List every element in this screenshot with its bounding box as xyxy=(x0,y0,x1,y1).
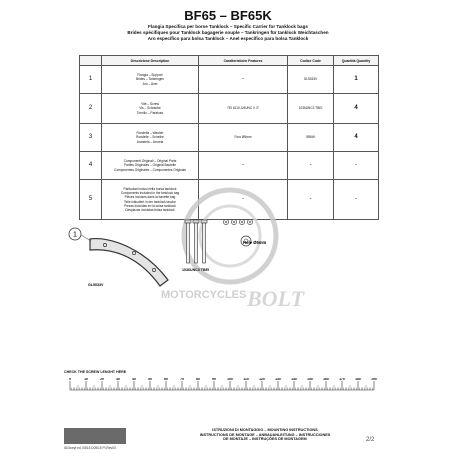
row-code: - xyxy=(288,180,334,220)
table-row xyxy=(80,124,379,152)
row-index: 3 xyxy=(80,124,102,152)
description-line: Desplezas incluidas bolsa tanklock xyxy=(125,207,175,212)
footer-brand-block xyxy=(64,428,126,444)
callout-1 xyxy=(69,228,91,241)
footer-doc-code: IDGiveyt ed. 05/15 D05/15 PI-Rev03 xyxy=(64,446,116,450)
footer-instructions xyxy=(190,428,340,442)
row-index: 1 xyxy=(80,66,102,94)
screw-set xyxy=(185,220,207,263)
screw-code-label: 1036UNC3 TBEI xyxy=(182,268,209,272)
row-index: 4 xyxy=(80,152,102,180)
description-line: Tornillo – Parafuso xyxy=(136,110,164,115)
footer-line: INSTRUCTIONS DE MONTAGE – ANBAUANLEITUNG – INSTRUCCIONES xyxy=(199,432,331,437)
page-subtitle xyxy=(0,24,456,41)
ruler-tick-label: 50 xyxy=(148,378,152,381)
page-number: 2/2 xyxy=(366,437,375,443)
ruler-tick-label: 140 xyxy=(291,378,297,381)
row-code: GL5033V xyxy=(288,66,334,94)
footer-line: ISTRUZIONI DI MONTAGGIO – MOUNTING INSTRUCTIONS xyxy=(212,428,318,432)
table-header-quantity: Quantità Quantity xyxy=(334,56,379,66)
ruler-tick-label: 20 xyxy=(100,378,104,381)
ruler-tick-label: 150 xyxy=(307,378,313,381)
row-description xyxy=(102,124,199,152)
screw-length-ruler xyxy=(64,378,384,418)
description-line: Particolari inclusi nella borsa tanklock xyxy=(123,186,177,191)
washer-detail xyxy=(241,236,267,246)
tank-ring xyxy=(90,239,168,286)
row-features: TEI 6110-3/4UNC X 3" xyxy=(199,94,288,124)
description-line: Flangia – Support xyxy=(137,73,163,78)
table-header-row xyxy=(80,56,379,66)
ruler-tick-label: 80 xyxy=(196,378,200,381)
ruler-tick-label: 180 xyxy=(355,378,361,381)
row-features: Foro Ø5mm xyxy=(199,124,288,152)
description-line: Componentes Originales – Componentes Originais xyxy=(114,167,186,172)
parts-diagram xyxy=(60,214,360,294)
description-line: Pièces incluses dans la bavette bag xyxy=(124,195,176,200)
ruler-ticks xyxy=(69,378,377,390)
row-description xyxy=(102,66,199,94)
ring-code-label: GL5033V xyxy=(88,283,104,287)
table-header-index xyxy=(80,56,102,66)
footer-line: DE MONTAJE – INSTRUÇÕES DE MONTAGEM xyxy=(223,437,307,442)
row-index: 2 xyxy=(80,94,102,124)
ruler-tick-label: 70 xyxy=(180,378,184,381)
ruler-tick-label: 40 xyxy=(132,378,136,381)
watermark-text-left: MOTORCYCLES xyxy=(161,289,247,301)
table-header-features: Caratteristiche Features xyxy=(199,56,288,66)
ruler-tick-label: 90 xyxy=(212,378,216,381)
svg-text:1: 1 xyxy=(73,231,77,239)
ruler-tick-label: 120 xyxy=(259,378,265,381)
ruler-tick-label: 100 xyxy=(227,378,233,381)
description-line: Piezas incluidas en la bolsa tanklock xyxy=(124,203,176,208)
row-quantity: - xyxy=(334,152,379,180)
ruler-tick-label: 190 xyxy=(371,378,377,381)
table-row xyxy=(80,66,379,94)
row-index: 5 xyxy=(80,180,102,220)
washer-set xyxy=(223,219,252,224)
description-line: Components included in the tanklock bag xyxy=(120,191,180,196)
watermark-text-right: BOLT xyxy=(247,286,305,311)
ruler-tick-label: 10 xyxy=(84,378,88,381)
washer-hole-note: Hole Ø5mm xyxy=(243,240,267,245)
description-line: Teile inkludiert in der tanklock tasche xyxy=(124,199,176,204)
row-features: - xyxy=(199,66,288,94)
row-code: - xyxy=(288,152,334,180)
row-quantity: 1 xyxy=(334,66,379,94)
subtitle-line: Aro específico para bolsa Tanklock – Anel específico para bolsa Tanklock xyxy=(147,35,309,41)
description-line: Brides – Tankringen xyxy=(135,77,165,82)
ruler-tick-label: 130 xyxy=(275,378,281,381)
page-title: BF65 – BF65K xyxy=(184,8,272,23)
row-features: - xyxy=(199,152,288,180)
row-code: 5R6W xyxy=(288,124,334,152)
ruler-tick-label: 0 xyxy=(69,378,71,381)
subtitle-line: Flangia Specifica per borse Tanklock – Specific Carrier for Tanklock bags xyxy=(148,24,308,29)
description-line: Rondelle – Scheibe xyxy=(136,135,164,140)
ruler-caption: CHECK THE SCREW LENGHT HERE xyxy=(64,370,127,374)
table-header-code: Codice Code xyxy=(288,56,334,66)
table-row xyxy=(80,94,379,124)
row-features: - xyxy=(199,180,288,220)
ruler-tick-label: 60 xyxy=(164,378,168,381)
table-header-description: Descrizione Description xyxy=(102,56,199,66)
description-line: Aro – Anel xyxy=(142,81,158,86)
ruler-tick-label: 30 xyxy=(116,378,120,381)
subtitle-line: Brides spécifiques pour Tanklock bagagerie souple – Tankringen für tanklock Weichtaschen xyxy=(127,29,329,35)
description-line: Vite – Screw xyxy=(141,102,159,107)
description-line: Componenti Originali – Original Parts xyxy=(123,159,177,164)
description-line: Rondella – Washer xyxy=(136,131,164,136)
row-code: 1036UNC3 TBEI xyxy=(288,94,334,124)
row-quantity: 4 xyxy=(334,124,379,152)
row-quantity: - xyxy=(334,180,379,220)
description-line: Arandela – Arruela xyxy=(136,139,164,144)
description-line: Parties Originales – Original Bauteile xyxy=(123,163,177,168)
ruler-tick-label: 110 xyxy=(243,378,249,381)
ruler-tick-label: 160 xyxy=(323,378,329,381)
ruler-tick-label: 170 xyxy=(339,378,345,381)
row-description xyxy=(102,94,199,124)
row-quantity: 4 xyxy=(334,94,379,124)
description-line: Vis – Schraube xyxy=(139,106,161,111)
